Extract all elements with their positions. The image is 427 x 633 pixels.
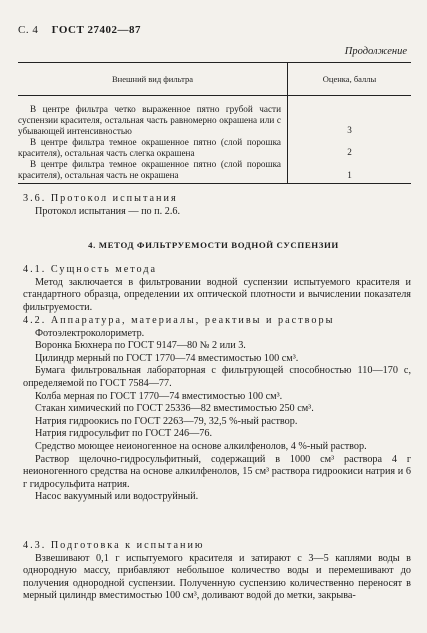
table-row bbox=[18, 137, 411, 159]
list-item: Насос вакуумный или водоструйный. bbox=[35, 491, 199, 503]
continuation-label: Продолжение bbox=[344, 46, 407, 57]
row-description: В центре фильтра темное окрашенное пятно (слой порошка красителя), остальная часть не окрашена bbox=[18, 159, 281, 180]
list-item: Фотоэлектроколориметр. bbox=[35, 327, 145, 339]
row-description: В центре фильтра четко выраженное пятно грубой части суспензии красителя, остальная часть равномерно окрашена или с убывающей интенсивностью bbox=[18, 104, 281, 136]
list-item: Стакан химический по ГОСТ 25336—82 вместимостью 250 см³. bbox=[35, 403, 314, 415]
row-score: 1 bbox=[288, 159, 412, 184]
page-header bbox=[18, 24, 141, 36]
list-item: Средство моющее неионогенное на основе алкилфенолов, 4 %-ный раствор. bbox=[35, 440, 367, 452]
filter-appearance-table bbox=[18, 62, 411, 184]
section-3-6-title: 3.6. Протокол испытания bbox=[23, 193, 178, 204]
section-4-3 bbox=[23, 540, 411, 603]
section-4-2-title: 4.2. Аппаратура, материалы, реактивы и растворы bbox=[23, 315, 335, 326]
list-item: Колба мерная по ГОСТ 1770—74 вместимостью 100 см³. bbox=[35, 390, 283, 402]
section-4-1-text: Метод заключается в фильтровании водной суспензии испытуемого красителя и стандартного образца, определении их оптической плотности и вычислении показателя фильтруемости. bbox=[23, 276, 411, 313]
table-row bbox=[18, 159, 411, 184]
section-3-6 bbox=[23, 193, 411, 218]
list-item: Натрия гидроокись по ГОСТ 2263—79, 32,5 %-ный раствор. bbox=[35, 415, 298, 427]
table-header-appearance: Внешний вид фильтра bbox=[18, 63, 288, 96]
row-score: 3 bbox=[347, 125, 352, 135]
list-item: Цилиндр мерный по ГОСТ 1770—74 вместимостью 100 см³. bbox=[35, 352, 299, 364]
row-description: В центре фильтра темное окрашенное пятно (слой порошка красителя), остальная часть слегка окрашена bbox=[18, 137, 281, 158]
page-number: С. 4 bbox=[18, 24, 39, 36]
section-3-6-text: Протокол испытания — по п. 2.6. bbox=[35, 205, 181, 217]
table-header-score: Оценка, баллы bbox=[288, 63, 412, 96]
section-4-title: 4. МЕТОД ФИЛЬТРУЕМОСТИ ВОДНОЙ СУСПЕНЗИИ bbox=[88, 240, 339, 250]
row-score: 2 bbox=[347, 147, 352, 157]
section-4-1 bbox=[23, 264, 411, 314]
section-4-2 bbox=[23, 315, 411, 504]
list-item: Натрия гидросульфит по ГОСТ 246—76. bbox=[35, 428, 213, 440]
section-4-1-title: 4.1. Сущность метода bbox=[23, 264, 158, 275]
standard-number: ГОСТ 27402—87 bbox=[51, 24, 142, 36]
table-row bbox=[18, 96, 411, 138]
section-4-3-title: 4.3. Подготовка к испытанию bbox=[23, 540, 205, 551]
list-item: Бумага фильтровальная лабораторная с фильтрующей способностью 110—170 с, определяемой по ГОСТ 7584—77. bbox=[23, 365, 411, 389]
section-4-3-text: Взвешивают 0,1 г испытуемого красителя и затирают с 3—5 каплями воды в однородную массу, прибавляют небольшое количество воды и перемешивают до получения однородной суспензии. Полученную суспензию количественно переносят в мерный цилиндр вместимостью 100 см³, доливают водой до метки, закрыва- bbox=[23, 552, 411, 602]
list-item: Раствор щелочно-гидросульфитный, содержащий в 1000 см³ раствора 4 г неионогенного средства на основе алкилфенолов, 15 см³ раствора гидроокиси натрия и 6 г гидросульфита натрия. bbox=[23, 453, 411, 490]
list-item: Воронка Бюхнера по ГОСТ 9147—80 № 2 или 3. bbox=[35, 340, 246, 352]
